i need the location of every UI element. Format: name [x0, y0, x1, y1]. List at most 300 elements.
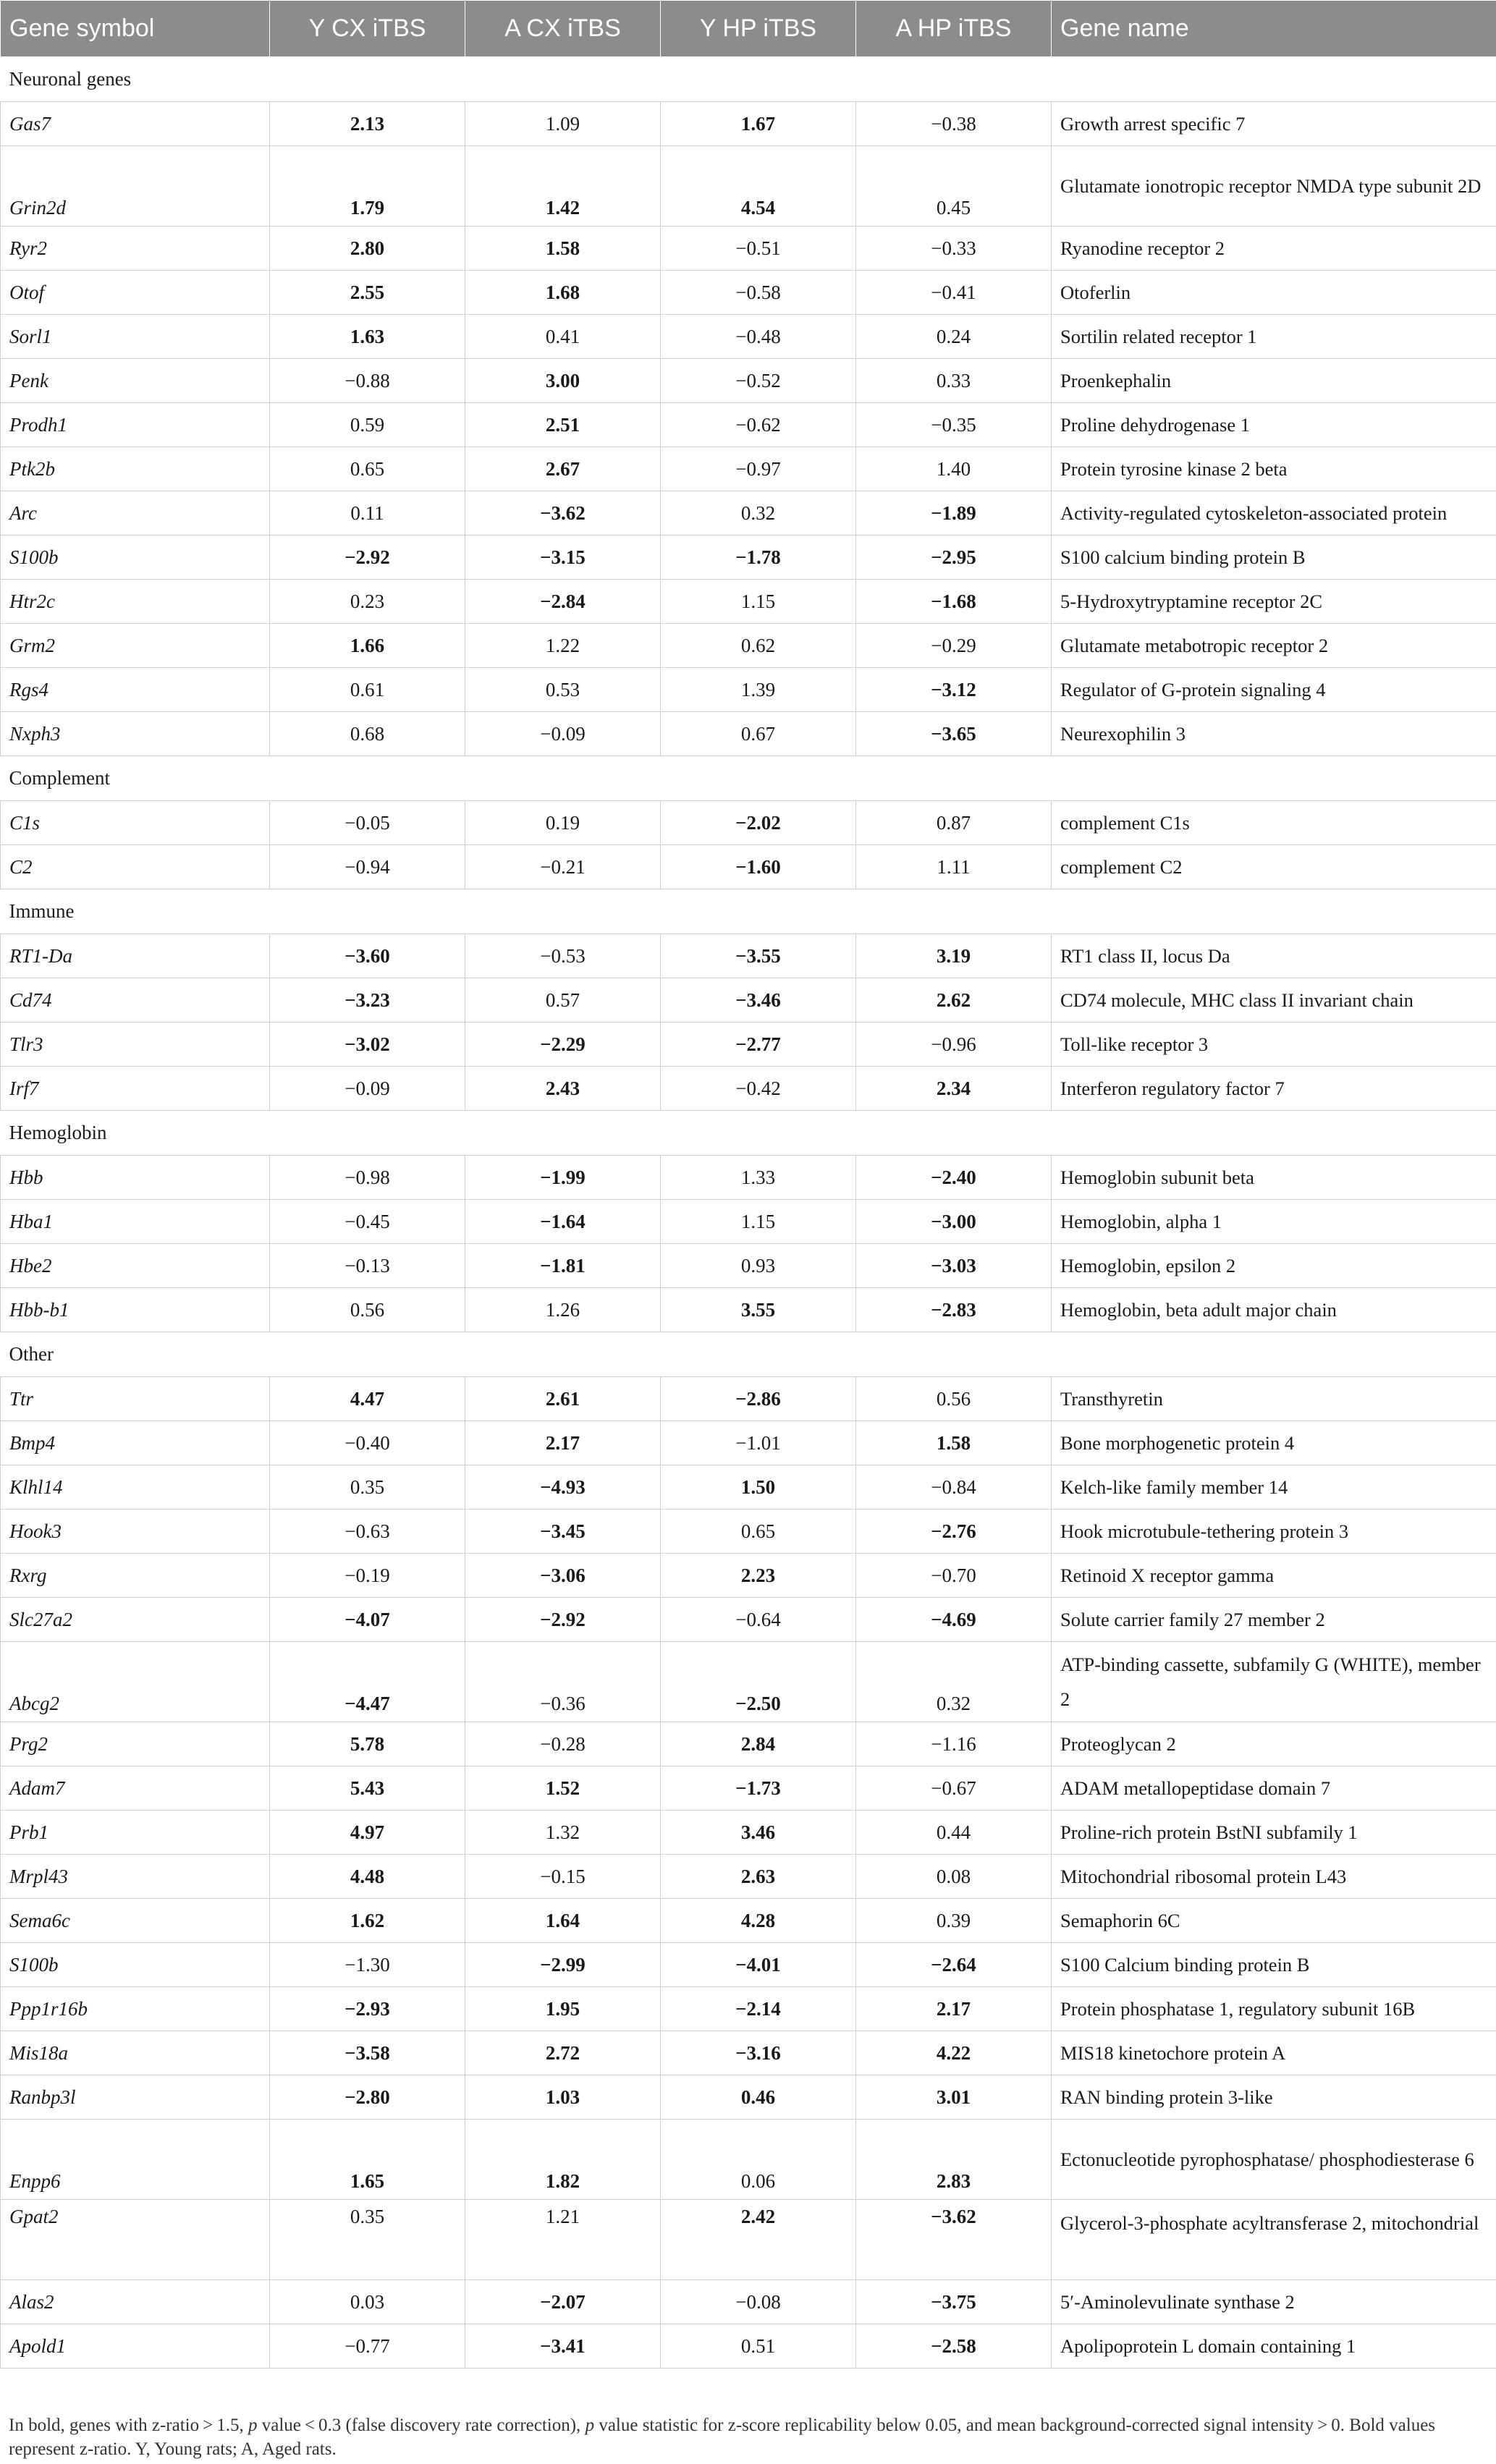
y-hp-itbs-cell: −3.46	[661, 978, 856, 1023]
table-row	[1, 2120, 1496, 2200]
y-hp-itbs-cell: −0.58	[661, 271, 856, 315]
y-hp-itbs-cell: −2.14	[661, 1987, 856, 2031]
a-hp-itbs-cell: −2.58	[856, 2324, 1052, 2368]
y-hp-itbs-cell: 0.06	[661, 2120, 856, 2200]
footnote-p-1: p	[248, 2416, 258, 2435]
y-cx-itbs-cell: 4.97	[270, 1811, 465, 1855]
y-cx-itbs-cell: 0.68	[270, 712, 465, 756]
column-header-y-cx-itbs: Y CX iTBS	[270, 1, 465, 57]
y-hp-itbs-cell: 1.15	[661, 1200, 856, 1244]
section-title: Neuronal genes	[1, 57, 1496, 102]
y-hp-itbs-cell: −2.02	[661, 801, 856, 845]
a-hp-itbs-cell: −2.64	[856, 1943, 1052, 1987]
gene-name-cell: Protein phosphatase 1, regulatory subunit 16B	[1052, 1987, 1496, 2031]
a-cx-itbs-cell: −0.36	[465, 1642, 661, 1722]
gene-name-cell: RAN binding protein 3-like	[1052, 2075, 1496, 2120]
gene-name-cell: Bone morphogenetic protein 4	[1052, 1421, 1496, 1465]
a-cx-itbs-cell: −1.81	[465, 1244, 661, 1288]
gene-symbol-cell: Grin2d	[1, 146, 270, 226]
a-hp-itbs-cell: 2.17	[856, 1987, 1052, 2031]
y-hp-itbs-cell: −1.73	[661, 1766, 856, 1811]
table-row	[1, 403, 1496, 447]
a-cx-itbs-cell: −3.15	[465, 535, 661, 580]
a-cx-itbs-cell: 1.58	[465, 226, 661, 271]
y-hp-itbs-cell: 2.23	[661, 1554, 856, 1598]
column-header-gene-name: Gene name	[1052, 1, 1496, 57]
gene-name-cell: Activity-regulated cytoskeleton-associated protein	[1052, 491, 1496, 535]
y-cx-itbs-cell: 2.55	[270, 271, 465, 315]
a-hp-itbs-cell: 0.56	[856, 1377, 1052, 1421]
gene-symbol-cell: Ranbp3l	[1, 2075, 270, 2120]
gene-name-cell: Ryanodine receptor 2	[1052, 226, 1496, 271]
table-row	[1, 1899, 1496, 1943]
a-cx-itbs-cell: 0.57	[465, 978, 661, 1023]
table-row	[1, 1465, 1496, 1510]
table-row	[1, 1598, 1496, 1642]
y-cx-itbs-cell: 1.63	[270, 315, 465, 359]
gene-symbol-cell: Sorl1	[1, 315, 270, 359]
gene-symbol-cell: Mis18a	[1, 2031, 270, 2075]
gene-symbol-cell: Rxrg	[1, 1554, 270, 1598]
y-cx-itbs-cell: −0.45	[270, 1200, 465, 1244]
a-cx-itbs-cell: −1.64	[465, 1200, 661, 1244]
y-cx-itbs-cell: 5.78	[270, 1722, 465, 1766]
y-cx-itbs-cell: 4.47	[270, 1377, 465, 1421]
column-header-y-hp-itbs: Y HP iTBS	[661, 1, 856, 57]
a-cx-itbs-cell: 2.67	[465, 447, 661, 491]
y-cx-itbs-cell: −0.98	[270, 1156, 465, 1200]
a-cx-itbs-cell: −0.53	[465, 934, 661, 978]
a-cx-itbs-cell: 1.64	[465, 1899, 661, 1943]
y-hp-itbs-cell: −0.62	[661, 403, 856, 447]
table-row	[1, 2075, 1496, 2120]
table-row	[1, 712, 1496, 756]
table-row	[1, 801, 1496, 845]
gene-symbol-cell: C1s	[1, 801, 270, 845]
a-hp-itbs-cell: −4.69	[856, 1598, 1052, 1642]
section-row	[1, 756, 1496, 801]
gene-name-cell: complement C2	[1052, 845, 1496, 889]
section-row	[1, 1332, 1496, 1377]
a-hp-itbs-cell: 0.24	[856, 315, 1052, 359]
gene-symbol-cell: Ptk2b	[1, 447, 270, 491]
gene-symbol-cell: Mrpl43	[1, 1855, 270, 1899]
y-cx-itbs-cell: −0.77	[270, 2324, 465, 2368]
gene-symbol-cell: Ppp1r16b	[1, 1987, 270, 2031]
table-row	[1, 2200, 1496, 2280]
a-hp-itbs-cell: −3.03	[856, 1244, 1052, 1288]
y-hp-itbs-cell: −0.48	[661, 315, 856, 359]
a-hp-itbs-cell: 2.34	[856, 1067, 1052, 1111]
gene-symbol-cell: S100b	[1, 1943, 270, 1987]
gene-symbol-cell: Nxph3	[1, 712, 270, 756]
gene-name-cell: Neurexophilin 3	[1052, 712, 1496, 756]
gene-symbol-cell: Sema6c	[1, 1899, 270, 1943]
a-hp-itbs-cell: −0.96	[856, 1023, 1052, 1067]
y-hp-itbs-cell: 1.33	[661, 1156, 856, 1200]
table-header-row	[1, 1, 1496, 57]
gene-symbol-cell: Irf7	[1, 1067, 270, 1111]
a-cx-itbs-cell: −4.93	[465, 1465, 661, 1510]
a-cx-itbs-cell: 1.42	[465, 146, 661, 226]
y-cx-itbs-cell: 0.65	[270, 447, 465, 491]
gene-name-cell: Mitochondrial ribosomal protein L43	[1052, 1855, 1496, 1899]
section-title: Immune	[1, 889, 1496, 934]
a-hp-itbs-cell: −1.68	[856, 580, 1052, 624]
y-cx-itbs-cell: −3.60	[270, 934, 465, 978]
y-cx-itbs-cell: 4.48	[270, 1855, 465, 1899]
a-hp-itbs-cell: 2.62	[856, 978, 1052, 1023]
a-cx-itbs-cell: 1.68	[465, 271, 661, 315]
a-hp-itbs-cell: −3.65	[856, 712, 1052, 756]
y-hp-itbs-cell: 0.67	[661, 712, 856, 756]
a-cx-itbs-cell: 2.17	[465, 1421, 661, 1465]
gene-name-cell: S100 calcium binding protein B	[1052, 535, 1496, 580]
gene-name-cell: Ectonucleotide pyrophosphatase/ phosphodiesterase 6	[1052, 2120, 1496, 2200]
gene-name-cell: Solute carrier family 27 member 2	[1052, 1598, 1496, 1642]
gene-name-cell: Glutamate metabotropic receptor 2	[1052, 624, 1496, 668]
table-row	[1, 2324, 1496, 2368]
y-hp-itbs-cell: 3.46	[661, 1811, 856, 1855]
section-row	[1, 889, 1496, 934]
y-hp-itbs-cell: −0.42	[661, 1067, 856, 1111]
table-row	[1, 1421, 1496, 1465]
y-cx-itbs-cell: −3.58	[270, 2031, 465, 2075]
table-row	[1, 1023, 1496, 1067]
gene-name-cell: Proteoglycan 2	[1052, 1722, 1496, 1766]
y-hp-itbs-cell: 0.65	[661, 1510, 856, 1554]
section-row	[1, 1111, 1496, 1156]
y-cx-itbs-cell: 0.56	[270, 1288, 465, 1332]
gene-symbol-cell: Hbe2	[1, 1244, 270, 1288]
table-row	[1, 1722, 1496, 1766]
gene-name-cell: Proline dehydrogenase 1	[1052, 403, 1496, 447]
y-cx-itbs-cell: 0.61	[270, 668, 465, 712]
y-cx-itbs-cell: 5.43	[270, 1766, 465, 1811]
gene-symbol-cell: Rgs4	[1, 668, 270, 712]
y-hp-itbs-cell: 4.54	[661, 146, 856, 226]
table-row	[1, 1554, 1496, 1598]
a-hp-itbs-cell: −3.62	[856, 2200, 1052, 2280]
a-cx-itbs-cell: 1.32	[465, 1811, 661, 1855]
a-hp-itbs-cell: −3.12	[856, 668, 1052, 712]
table-row	[1, 845, 1496, 889]
y-hp-itbs-cell: 1.39	[661, 668, 856, 712]
a-cx-itbs-cell: −0.15	[465, 1855, 661, 1899]
footnote-text-3: value statistic for z-score replicability below 0.05, and mean background-corrected signal intensity > 0. Bold values represent z-ratio. Y, Young rats; A, Aged rats.	[9, 2416, 1436, 2459]
y-hp-itbs-cell: 0.51	[661, 2324, 856, 2368]
y-cx-itbs-cell: 1.65	[270, 2120, 465, 2200]
footnote-text-1: In bold, genes with z-ratio > 1.5,	[9, 2416, 248, 2435]
y-cx-itbs-cell: −2.92	[270, 535, 465, 580]
y-cx-itbs-cell: −0.09	[270, 1067, 465, 1111]
a-cx-itbs-cell: −3.62	[465, 491, 661, 535]
gene-name-cell: S100 Calcium binding protein B	[1052, 1943, 1496, 1987]
y-cx-itbs-cell: −4.47	[270, 1642, 465, 1722]
table-row	[1, 315, 1496, 359]
gene-name-cell: Regulator of G-protein signaling 4	[1052, 668, 1496, 712]
y-hp-itbs-cell: 0.46	[661, 2075, 856, 2120]
y-cx-itbs-cell: −0.63	[270, 1510, 465, 1554]
section-title: Complement	[1, 756, 1496, 801]
y-cx-itbs-cell: −4.07	[270, 1598, 465, 1642]
table-row	[1, 668, 1496, 712]
a-cx-itbs-cell: 1.52	[465, 1766, 661, 1811]
y-hp-itbs-cell: 0.93	[661, 1244, 856, 1288]
column-header-a-cx-itbs: A CX iTBS	[465, 1, 661, 57]
y-hp-itbs-cell: 2.42	[661, 2200, 856, 2280]
table-row	[1, 1156, 1496, 1200]
table-row	[1, 1244, 1496, 1288]
a-hp-itbs-cell: −3.75	[856, 2280, 1052, 2324]
table-row	[1, 1377, 1496, 1421]
y-cx-itbs-cell: −0.13	[270, 1244, 465, 1288]
y-cx-itbs-cell: 2.80	[270, 226, 465, 271]
y-cx-itbs-cell: −0.94	[270, 845, 465, 889]
a-hp-itbs-cell: 0.44	[856, 1811, 1052, 1855]
a-cx-itbs-cell: −1.99	[465, 1156, 661, 1200]
gene-name-cell: Sortilin related receptor 1	[1052, 315, 1496, 359]
gene-symbol-cell: Bmp4	[1, 1421, 270, 1465]
y-cx-itbs-cell: −1.30	[270, 1943, 465, 1987]
gene-symbol-cell: Enpp6	[1, 2120, 270, 2200]
a-hp-itbs-cell: −0.70	[856, 1554, 1052, 1598]
table-row	[1, 226, 1496, 271]
y-hp-itbs-cell: −3.16	[661, 2031, 856, 2075]
a-cx-itbs-cell: 2.43	[465, 1067, 661, 1111]
a-cx-itbs-cell: −0.21	[465, 845, 661, 889]
table-row	[1, 624, 1496, 668]
y-hp-itbs-cell: −2.77	[661, 1023, 856, 1067]
gene-name-cell: Hook microtubule-tethering protein 3	[1052, 1510, 1496, 1554]
a-hp-itbs-cell: −0.38	[856, 102, 1052, 146]
a-hp-itbs-cell: 0.08	[856, 1855, 1052, 1899]
y-hp-itbs-cell: 2.63	[661, 1855, 856, 1899]
gene-name-cell: Hemoglobin, beta adult major chain	[1052, 1288, 1496, 1332]
y-cx-itbs-cell: 1.62	[270, 1899, 465, 1943]
y-cx-itbs-cell: 0.59	[270, 403, 465, 447]
gene-name-cell: MIS18 kinetochore protein A	[1052, 2031, 1496, 2075]
a-hp-itbs-cell: −0.67	[856, 1766, 1052, 1811]
a-cx-itbs-cell: 0.41	[465, 315, 661, 359]
a-hp-itbs-cell: −0.35	[856, 403, 1052, 447]
a-hp-itbs-cell: 4.22	[856, 2031, 1052, 2075]
a-hp-itbs-cell: 3.01	[856, 2075, 1052, 2120]
a-cx-itbs-cell: −3.41	[465, 2324, 661, 2368]
gene-symbol-cell: C2	[1, 845, 270, 889]
a-cx-itbs-cell: −3.06	[465, 1554, 661, 1598]
a-cx-itbs-cell: 1.21	[465, 2200, 661, 2280]
a-hp-itbs-cell: −2.40	[856, 1156, 1052, 1200]
table-row	[1, 1855, 1496, 1899]
table-row	[1, 2031, 1496, 2075]
gene-name-cell: ADAM metallopeptidase domain 7	[1052, 1766, 1496, 1811]
y-hp-itbs-cell: 1.67	[661, 102, 856, 146]
a-cx-itbs-cell: 1.03	[465, 2075, 661, 2120]
gene-symbol-cell: Otof	[1, 271, 270, 315]
gene-symbol-cell: RT1-Da	[1, 934, 270, 978]
table-row	[1, 146, 1496, 226]
a-cx-itbs-cell: −2.92	[465, 1598, 661, 1642]
gene-name-cell: 5-Hydroxytryptamine receptor 2C	[1052, 580, 1496, 624]
gene-symbol-cell: Prg2	[1, 1722, 270, 1766]
gene-name-cell: Interferon regulatory factor 7	[1052, 1067, 1496, 1111]
a-cx-itbs-cell: 2.72	[465, 2031, 661, 2075]
y-cx-itbs-cell: 2.13	[270, 102, 465, 146]
a-cx-itbs-cell: 1.95	[465, 1987, 661, 2031]
y-cx-itbs-cell: −3.02	[270, 1023, 465, 1067]
table-row	[1, 102, 1496, 146]
a-cx-itbs-cell: −2.99	[465, 1943, 661, 1987]
gene-name-cell: Growth arrest specific 7	[1052, 102, 1496, 146]
y-hp-itbs-cell: −2.50	[661, 1642, 856, 1722]
a-hp-itbs-cell: 0.32	[856, 1642, 1052, 1722]
gene-name-cell: Semaphorin 6C	[1052, 1899, 1496, 1943]
gene-symbol-cell: Grm2	[1, 624, 270, 668]
table-row	[1, 580, 1496, 624]
y-cx-itbs-cell: −0.88	[270, 359, 465, 403]
y-hp-itbs-cell: −1.01	[661, 1421, 856, 1465]
y-cx-itbs-cell: 0.35	[270, 2200, 465, 2280]
gene-name-cell: Hemoglobin, epsilon 2	[1052, 1244, 1496, 1288]
table-row	[1, 447, 1496, 491]
table-body	[1, 57, 1496, 2368]
a-cx-itbs-cell: 2.51	[465, 403, 661, 447]
table-row	[1, 1288, 1496, 1332]
y-hp-itbs-cell: −1.78	[661, 535, 856, 580]
section-title: Hemoglobin	[1, 1111, 1496, 1156]
a-cx-itbs-cell: 1.82	[465, 2120, 661, 2200]
a-cx-itbs-cell: −2.84	[465, 580, 661, 624]
table-row	[1, 1067, 1496, 1111]
gene-symbol-cell: Ttr	[1, 1377, 270, 1421]
y-hp-itbs-cell: −4.01	[661, 1943, 856, 1987]
gene-symbol-cell: Gpat2	[1, 2200, 270, 2280]
gene-symbol-cell: Prodh1	[1, 403, 270, 447]
gene-symbol-cell: Htr2c	[1, 580, 270, 624]
gene-name-cell: Hemoglobin subunit beta	[1052, 1156, 1496, 1200]
a-hp-itbs-cell: −2.95	[856, 535, 1052, 580]
y-hp-itbs-cell: −0.64	[661, 1598, 856, 1642]
column-header-gene-symbol: Gene symbol	[1, 1, 270, 57]
a-cx-itbs-cell: 0.19	[465, 801, 661, 845]
y-cx-itbs-cell: 1.66	[270, 624, 465, 668]
column-header-a-hp-itbs: A HP iTBS	[856, 1, 1052, 57]
a-hp-itbs-cell: −1.89	[856, 491, 1052, 535]
gene-symbol-cell: Hook3	[1, 1510, 270, 1554]
gene-symbol-cell: Hba1	[1, 1200, 270, 1244]
gene-name-cell: complement C1s	[1052, 801, 1496, 845]
gene-symbol-cell: Arc	[1, 491, 270, 535]
gene-symbol-cell: Klhl14	[1, 1465, 270, 1510]
y-hp-itbs-cell: −0.08	[661, 2280, 856, 2324]
gene-name-cell: Transthyretin	[1052, 1377, 1496, 1421]
a-hp-itbs-cell: −2.76	[856, 1510, 1052, 1554]
a-hp-itbs-cell: −0.33	[856, 226, 1052, 271]
y-cx-itbs-cell: −0.19	[270, 1554, 465, 1598]
gene-symbol-cell: Abcg2	[1, 1642, 270, 1722]
gene-name-cell: ATP-binding cassette, subfamily G (WHITE), member 2	[1052, 1642, 1496, 1722]
gene-name-cell: 5′-Aminolevulinate synthase 2	[1052, 2280, 1496, 2324]
y-hp-itbs-cell: −0.51	[661, 226, 856, 271]
a-cx-itbs-cell: −0.28	[465, 1722, 661, 1766]
gene-symbol-cell: Gas7	[1, 102, 270, 146]
a-cx-itbs-cell: 1.09	[465, 102, 661, 146]
a-cx-itbs-cell: −3.45	[465, 1510, 661, 1554]
table-row	[1, 1766, 1496, 1811]
table-row	[1, 934, 1496, 978]
table-row	[1, 1642, 1496, 1722]
section-title: Other	[1, 1332, 1496, 1377]
section-row	[1, 57, 1496, 102]
table-footnote	[9, 2413, 1485, 2461]
gene-symbol-cell: Cd74	[1, 978, 270, 1023]
a-hp-itbs-cell: −1.16	[856, 1722, 1052, 1766]
a-cx-itbs-cell: −0.09	[465, 712, 661, 756]
a-hp-itbs-cell: 0.39	[856, 1899, 1052, 1943]
gene-name-cell: Otoferlin	[1052, 271, 1496, 315]
y-cx-itbs-cell: −3.23	[270, 978, 465, 1023]
a-hp-itbs-cell: 2.83	[856, 2120, 1052, 2200]
gene-symbol-cell: Hbb-b1	[1, 1288, 270, 1332]
gene-name-cell: CD74 molecule, MHC class II invariant chain	[1052, 978, 1496, 1023]
table-row	[1, 1811, 1496, 1855]
gene-name-cell: Toll-like receptor 3	[1052, 1023, 1496, 1067]
gene-symbol-cell: Apold1	[1, 2324, 270, 2368]
y-hp-itbs-cell: −0.52	[661, 359, 856, 403]
table-row	[1, 1943, 1496, 1987]
footnote-p-2: p	[585, 2416, 595, 2435]
y-hp-itbs-cell: −0.97	[661, 447, 856, 491]
table-row	[1, 2280, 1496, 2324]
a-hp-itbs-cell: 1.40	[856, 447, 1052, 491]
table-row	[1, 535, 1496, 580]
table-row	[1, 1200, 1496, 1244]
gene-symbol-cell: S100b	[1, 535, 270, 580]
a-hp-itbs-cell: −3.00	[856, 1200, 1052, 1244]
gene-name-cell: Proline-rich protein BstNI subfamily 1	[1052, 1811, 1496, 1855]
table-row	[1, 1987, 1496, 2031]
y-cx-itbs-cell: 0.03	[270, 2280, 465, 2324]
a-hp-itbs-cell: 3.19	[856, 934, 1052, 978]
a-hp-itbs-cell: −0.41	[856, 271, 1052, 315]
gene-symbol-cell: Adam7	[1, 1766, 270, 1811]
gene-name-cell: Proenkephalin	[1052, 359, 1496, 403]
y-hp-itbs-cell: 1.50	[661, 1465, 856, 1510]
gene-name-cell: Hemoglobin, alpha 1	[1052, 1200, 1496, 1244]
a-hp-itbs-cell: 1.11	[856, 845, 1052, 889]
y-cx-itbs-cell: −2.93	[270, 1987, 465, 2031]
a-hp-itbs-cell: 0.87	[856, 801, 1052, 845]
gene-name-cell: Glycerol-3-phosphate acyltransferase 2, mitochondrial	[1052, 2200, 1496, 2280]
y-hp-itbs-cell: −2.86	[661, 1377, 856, 1421]
gene-name-cell: Apolipoprotein L domain containing 1	[1052, 2324, 1496, 2368]
a-hp-itbs-cell: −2.83	[856, 1288, 1052, 1332]
a-cx-itbs-cell: 0.53	[465, 668, 661, 712]
y-cx-itbs-cell: −0.05	[270, 801, 465, 845]
gene-symbol-cell: Prb1	[1, 1811, 270, 1855]
gene-symbol-cell: Ryr2	[1, 226, 270, 271]
gene-symbol-cell: Tlr3	[1, 1023, 270, 1067]
y-cx-itbs-cell: −0.40	[270, 1421, 465, 1465]
gene-name-cell: Retinoid X receptor gamma	[1052, 1554, 1496, 1598]
gene-symbol-cell: Slc27a2	[1, 1598, 270, 1642]
y-hp-itbs-cell: 2.84	[661, 1722, 856, 1766]
table-row	[1, 1510, 1496, 1554]
table-row	[1, 359, 1496, 403]
gene-name-cell: RT1 class II, locus Da	[1052, 934, 1496, 978]
y-hp-itbs-cell: −1.60	[661, 845, 856, 889]
